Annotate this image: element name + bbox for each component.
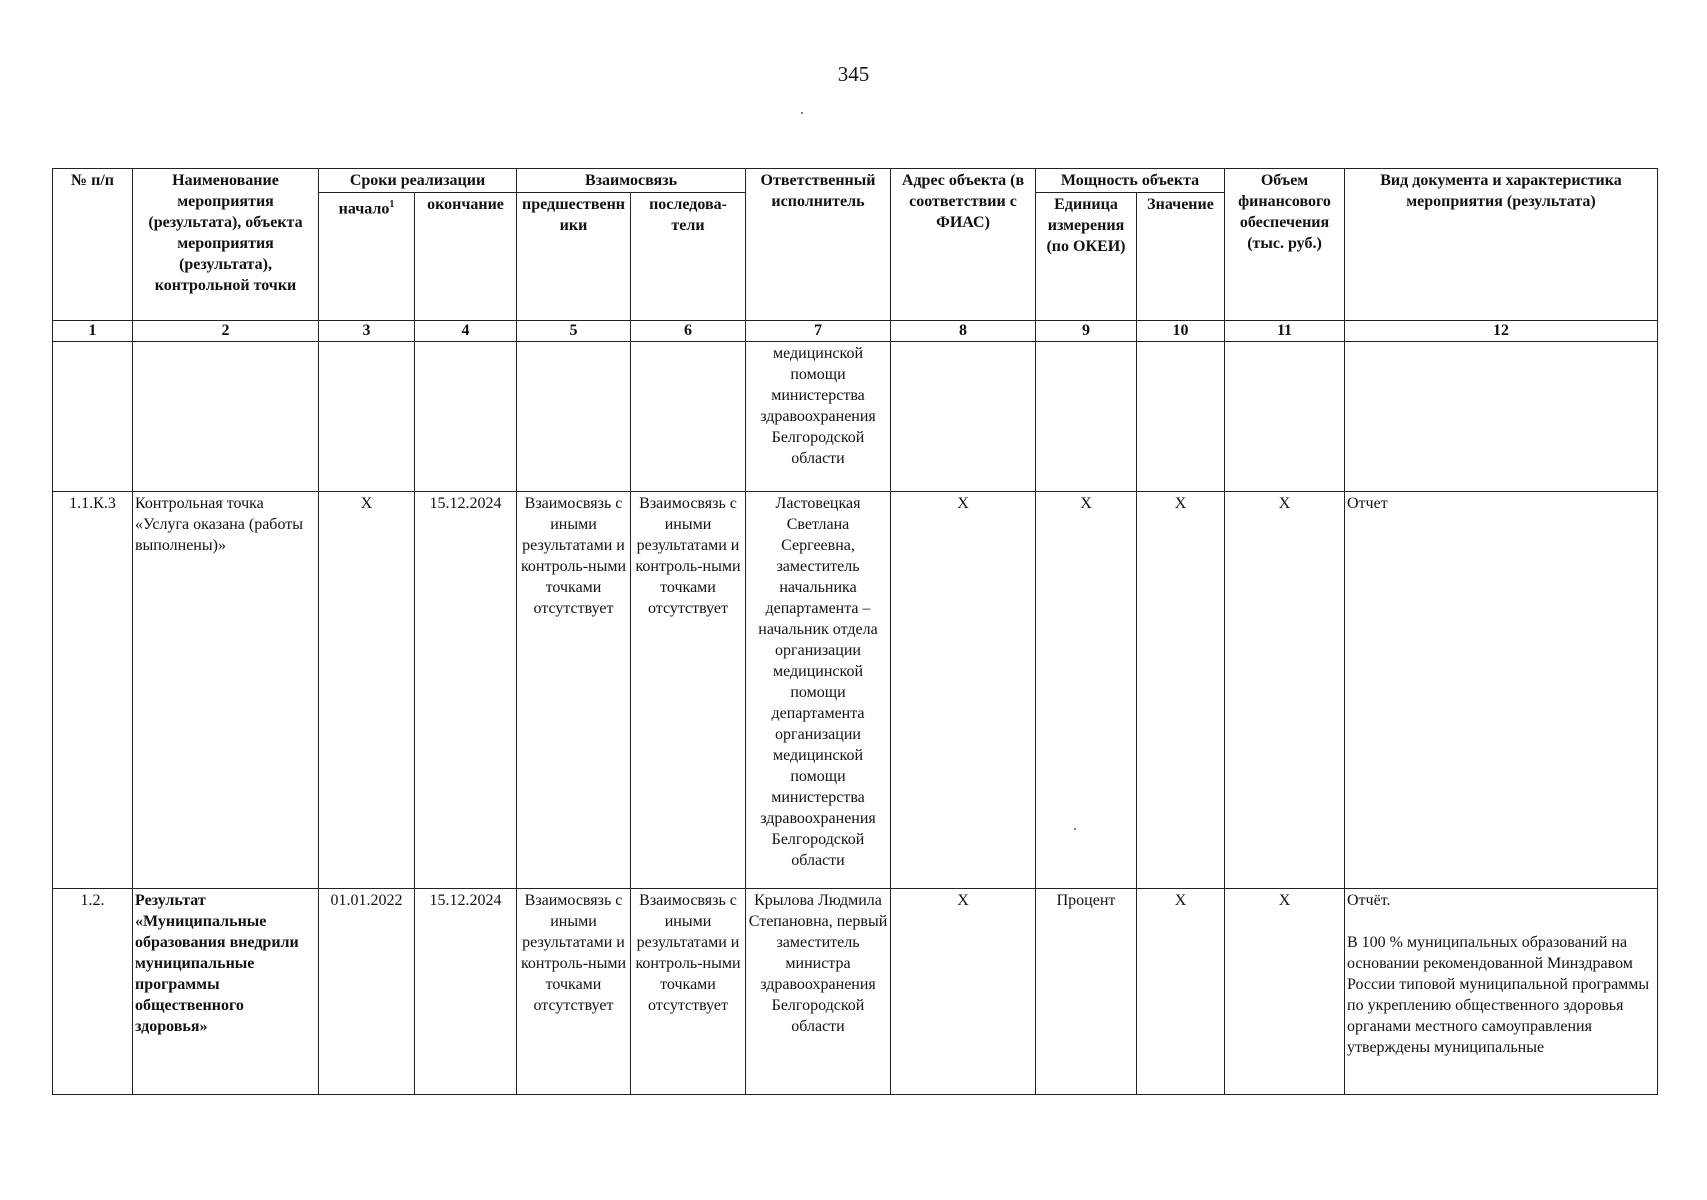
- cell-predecessors: [517, 342, 631, 492]
- cell-start: [319, 342, 415, 492]
- cell-responsible: медицинской помощи министерства здравоохранения Белгородской области: [746, 342, 891, 492]
- column-number: 8: [891, 321, 1036, 342]
- column-number: 3: [319, 321, 415, 342]
- header-end: окончание: [415, 193, 517, 321]
- activities-table: [52, 168, 1658, 1095]
- cell-value: X: [1137, 492, 1225, 889]
- header-row-1: [53, 169, 1658, 193]
- cell-predecessors: Взаимосвязь с иными результатами и контроль-ными точками отсутствует: [517, 492, 631, 889]
- header-finance: Объем финансового обеспечения (тыс. руб.): [1225, 169, 1345, 321]
- column-numbers-row: [53, 321, 1658, 342]
- header-capacity: Мощность объекта: [1036, 169, 1225, 193]
- cell-address: X: [891, 889, 1036, 1095]
- cell-num: [53, 342, 133, 492]
- cell-unit: Процент: [1036, 889, 1137, 1095]
- cell-doc: [1345, 342, 1658, 492]
- cell-doc: [1345, 889, 1658, 1095]
- table-row: [53, 342, 1658, 492]
- cell-predecessors: Взаимосвязь с иными результатами и контроль-ными точками отсутствует: [517, 889, 631, 1095]
- column-number: 6: [631, 321, 746, 342]
- header-responsible: Ответственный исполнитель: [746, 169, 891, 321]
- column-number: 5: [517, 321, 631, 342]
- table-row: [53, 492, 1658, 889]
- header-relation: Взаимосвязь: [517, 169, 746, 193]
- header-start: начало$^1$: [319, 193, 415, 321]
- cell-responsible: Крылова Людмила Степановна, первый заместитель министра здравоохранения Белгородской области: [746, 889, 891, 1095]
- header-value: Значение: [1137, 193, 1225, 321]
- cell-start: X: [319, 492, 415, 889]
- cell-end: [415, 342, 517, 492]
- cell-address: X: [891, 492, 1036, 889]
- header-doc: Вид документа и характеристика мероприятия (результата): [1345, 169, 1658, 321]
- cell-num: 1.2.: [53, 889, 133, 1095]
- column-number: 4: [415, 321, 517, 342]
- cell-name: Контрольная точка «Услуга оказана (работы выполнены)»: [133, 492, 319, 889]
- header-num: № п/п: [53, 169, 133, 321]
- cell-address: [891, 342, 1036, 492]
- cell-unit: [1036, 342, 1137, 492]
- doc-description: В 100 % муниципальных образований на основании рекомендованной Минздравом России типовой муниципальной программы по укреплению общественного здоровья органами местного самоуправления утверждены муниципальные: [1347, 934, 1650, 1056]
- cell-finance: X: [1225, 889, 1345, 1095]
- column-number: 12: [1345, 321, 1658, 342]
- cell-unit: X: [1036, 492, 1137, 889]
- column-number: 7: [746, 321, 891, 342]
- cell-successors: Взаимосвязь с иными результатами и контроль-ными точками отсутствует: [631, 492, 746, 889]
- cell-end: 15.12.2024: [415, 492, 517, 889]
- cell-successors: [631, 342, 746, 492]
- header-successors: последова-тели: [631, 193, 746, 321]
- page-number: 345: [837, 62, 870, 86]
- table-row: [53, 889, 1658, 1095]
- cell-name: [133, 342, 319, 492]
- cell-start: 01.01.2022: [319, 889, 415, 1095]
- cell-value: X: [1137, 889, 1225, 1095]
- column-number: 9: [1036, 321, 1137, 342]
- header-unit: Единица измерения (по ОКЕИ): [1036, 193, 1137, 321]
- header-address: Адрес объекта (в соответствии с ФИАС): [891, 169, 1036, 321]
- cell-finance: X: [1225, 492, 1345, 889]
- doc-type: Отчёт.: [1347, 892, 1391, 909]
- header-terms: Сроки реализации: [319, 169, 517, 193]
- cell-value: [1137, 342, 1225, 492]
- column-number: 2: [133, 321, 319, 342]
- header-name: Наименование мероприятия (результата), объекта мероприятия (результата), контрольной точки: [133, 169, 319, 321]
- cell-name: Результат «Муниципальные образования внедрили муниципальные программы общественного здоровья»: [133, 889, 319, 1095]
- header-predecessors: предшественники: [517, 193, 631, 321]
- column-number: 1: [53, 321, 133, 342]
- column-number: 11: [1225, 321, 1345, 342]
- column-number: 10: [1137, 321, 1225, 342]
- scan-speck: [801, 112, 803, 114]
- cell-doc: Отчет: [1345, 492, 1658, 889]
- cell-num: 1.1.К.3: [53, 492, 133, 889]
- cell-finance: [1225, 342, 1345, 492]
- cell-responsible: Ластовецкая Светлана Сергеевна, заместитель начальника департамента – начальник отдела организации медицинской помощи департамента организации медицинской помощи министерства здравоохранения Белгородской области: [746, 492, 891, 889]
- cell-end: 15.12.2024: [415, 889, 517, 1095]
- cell-successors: Взаимосвязь с иными результатами и контроль-ными точками отсутствует: [631, 889, 746, 1095]
